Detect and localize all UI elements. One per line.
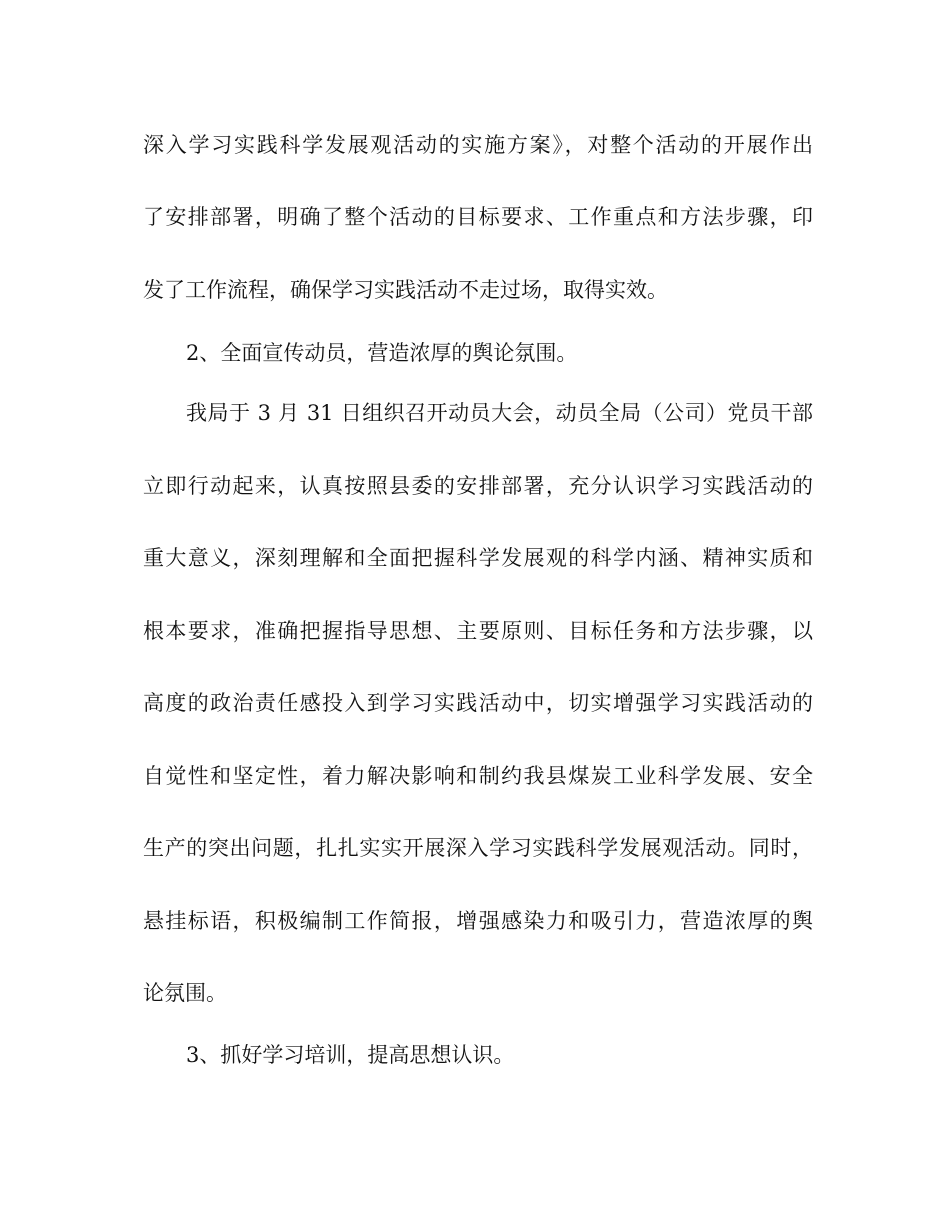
paragraph-line: 自觉性和坚定性，着力解决影响和制约我县煤炭工业科学发展、安全 xyxy=(143,764,813,788)
paragraph-line: 根本要求，准确把握指导思想、主要原则、目标任务和方法步骤，以 xyxy=(143,619,813,643)
paragraph-line: 立即行动起来，认真按照县委的安排部署，充分认识学习实践活动的 xyxy=(143,474,813,498)
paragraph-line: 我局于 3 月 31 日组织召开动员大会，动员全局（公司）党员干部 xyxy=(186,401,813,425)
paragraph-line: 发了工作流程，确保学习实践活动不走过场，取得实效。 xyxy=(143,278,668,302)
paragraph-line: 悬挂标语，积极编制工作简报，增强感染力和吸引力，营造浓厚的舆 xyxy=(143,909,813,933)
paragraph-line: 重大意义，深刻理解和全面把握科学发展观的科学内涵、精神实质和 xyxy=(143,546,813,570)
paragraph-line: 生产的突出问题，扎扎实实开展深入学习实践科学发展观活动。同时， xyxy=(143,836,813,860)
paragraph-line: 深入学习实践科学发展观活动的实施方案》，对整个活动的开展作出 xyxy=(143,133,813,157)
paragraph-line: 论氛围。 xyxy=(143,981,227,1005)
section-heading: 2、全面宣传动员，营造浓厚的舆论氛围。 xyxy=(186,341,578,365)
paragraph-line: 了安排部署，明确了整个活动的目标要求、工作重点和方法步骤，印 xyxy=(143,205,813,229)
section-heading: 3、抓好学习培训，提高思想认识。 xyxy=(186,1043,515,1067)
paragraph-line: 高度的政治责任感投入到学习实践活动中，切实增强学习实践活动的 xyxy=(143,691,813,715)
